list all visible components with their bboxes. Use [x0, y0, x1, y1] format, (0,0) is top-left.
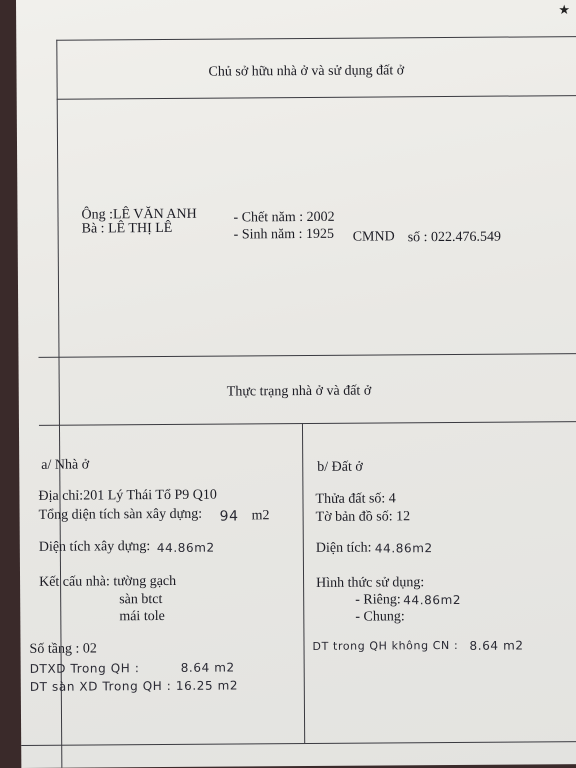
birth-year: - Sinh năm : 1925	[233, 226, 335, 243]
document-page	[16, 0, 576, 768]
total-area-unit: m2	[251, 508, 270, 524]
dtxd-value: 8.64 m2	[180, 660, 235, 675]
table-bottom-border	[21, 741, 576, 746]
usage-label: Hình thức sử dụng:	[316, 575, 425, 591]
dt-san-xd: DT sàn XD Trong QH : 16.25 m2	[29, 678, 239, 694]
column-divider	[302, 423, 305, 743]
id-number: số : 022.476.549	[407, 229, 502, 246]
land-area-label: Diện tích:	[315, 540, 372, 556]
table-left-border	[56, 40, 62, 768]
dtxd-label: DTXD Trong QH :	[29, 661, 140, 676]
dt-not-qh-label: DT trong QH không CN :	[312, 638, 459, 653]
structure-floor: sàn btct	[119, 591, 163, 608]
land-area-value: 44.86m2	[374, 541, 433, 556]
build-area-label: Diện tích xây dựng:	[38, 539, 151, 555]
land-heading: b/ Đất ở	[317, 459, 363, 475]
section1-bottom-divider	[38, 353, 576, 358]
owner-mrs: Bà : LÊ THỊ LÊ	[81, 220, 173, 237]
section2-title-divider	[39, 421, 576, 426]
usage-shared-label: - Chung:	[355, 609, 405, 625]
house-heading: a/ Nhà ở	[41, 457, 90, 473]
section2-title: Thực trạng nhà ở và đất ở	[226, 383, 372, 400]
star-icon: ★	[558, 2, 570, 17]
usage-private-value: 44.86m2	[403, 592, 462, 608]
dt-not-qh-value: 8.64 m2	[469, 638, 524, 653]
section1-title-divider	[57, 95, 576, 100]
house-address: Địa chỉ:201 Lý Thái Tổ P9 Q10	[38, 487, 217, 504]
table-top-border	[56, 36, 576, 41]
id-label: CMND	[352, 229, 395, 245]
floor-count: Số tầng : 02	[29, 641, 97, 657]
total-area-value: 94	[219, 508, 239, 525]
structure-roof: mái tole	[119, 608, 165, 625]
structure-label: Kết cấu nhà: tường gạch	[39, 573, 177, 590]
section1-title: Chủ sở hữu nhà ở và sử dụng đất ở	[208, 63, 405, 80]
death-year: - Chết năm : 2002	[233, 209, 335, 226]
land-parcel: Thửa đất số: 4	[315, 491, 396, 507]
total-area-label: Tổng diện tích sàn xây dựng:	[38, 506, 203, 523]
land-map-sheet: Tờ bản đồ số: 12	[315, 509, 411, 525]
build-area-value: 44.86m2	[156, 540, 215, 556]
owner-mr: Ông :LÊ VĂN ANH	[81, 206, 197, 223]
usage-private-label: - Riêng:	[355, 592, 401, 608]
